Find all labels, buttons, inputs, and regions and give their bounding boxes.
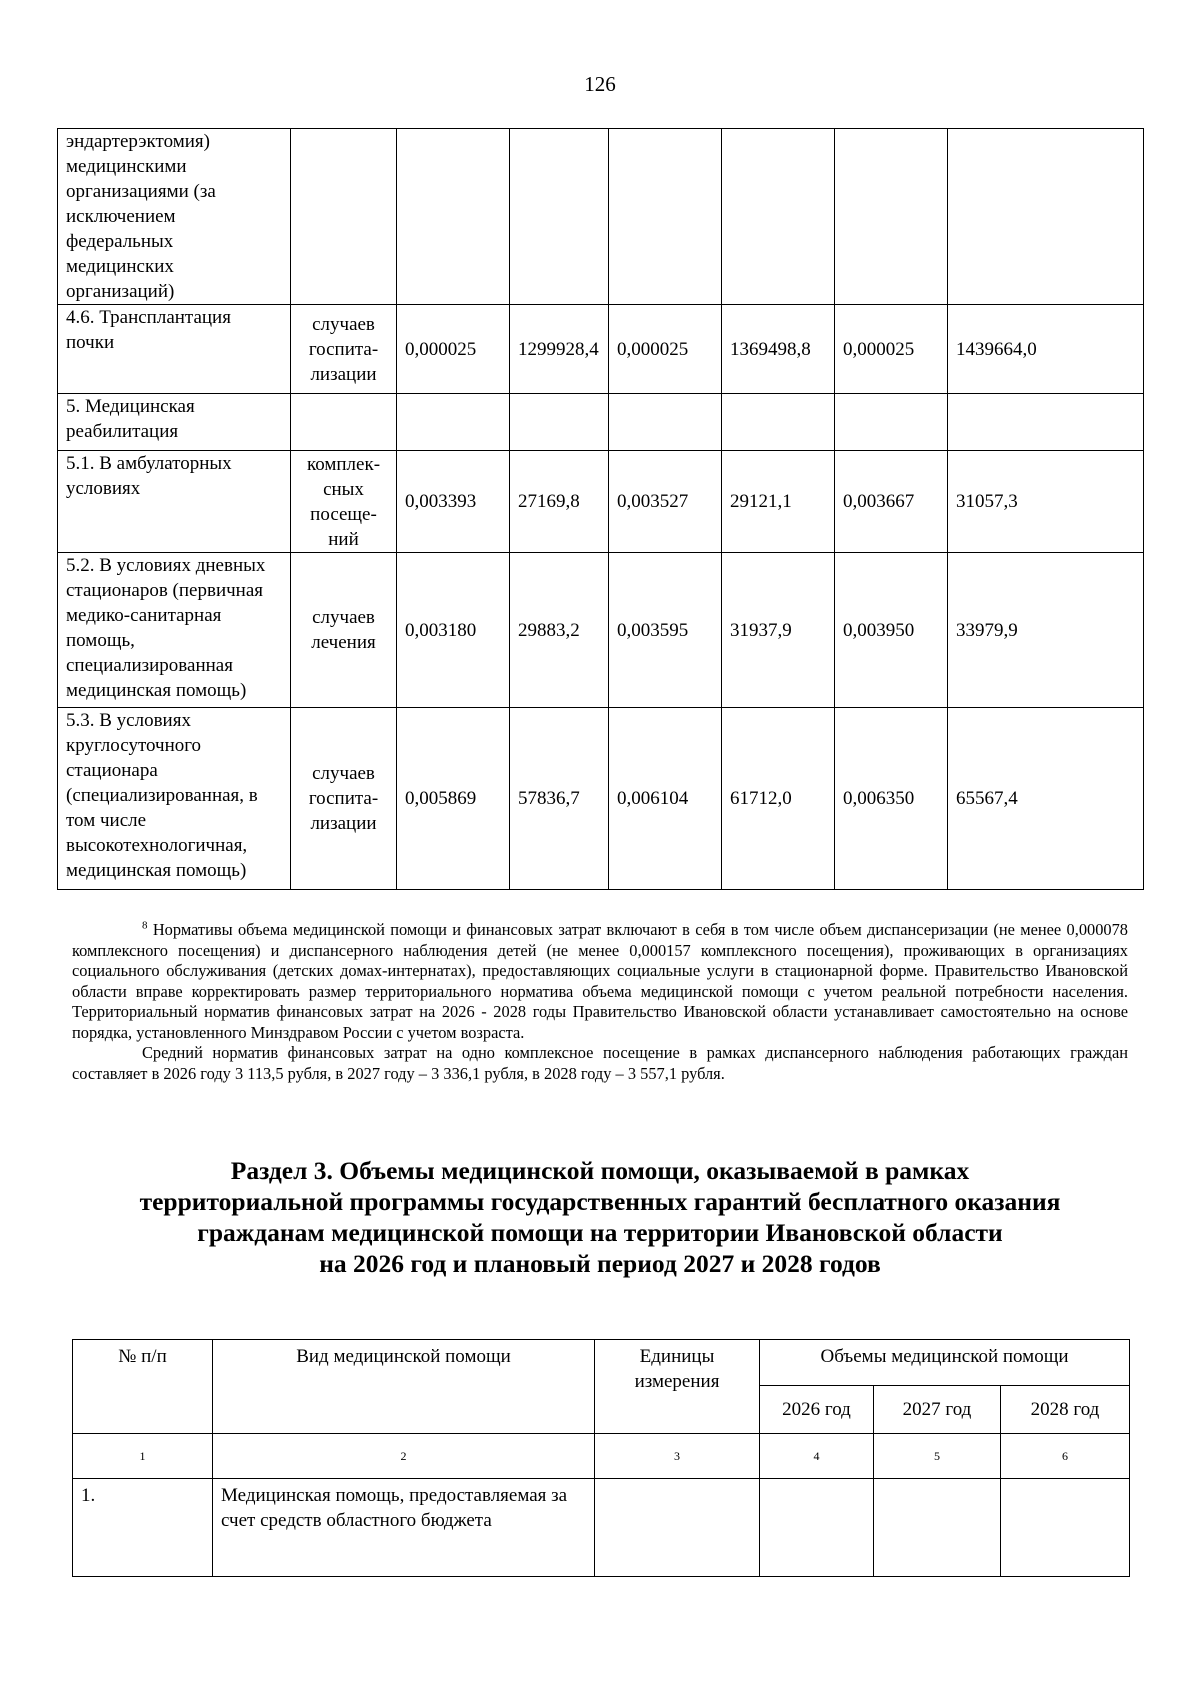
footnote-text: Нормативы объема медицинской помощи и финансовых затрат включают в себя в том числе объем диспансеризации (не менее 0,000078 комплексного посещения) и диспансерного наблюдения детей (не менее 0,000157 комплексного посещения), проживающих в организациях социального обслуживания (детских домах-интернатах), предоставляющих социальные услуги в стационарной форме. Правительство Ивановской области вправе корректировать размер территориального норматива объема медицинской помощи с учетом реальной потребности населения. Территориальный норматив финансовых затрат на 2026 - 2028 годы Правительство Ивановской области устанавливает самостоятельно на основе порядка, установленного Минздравом России с учетом возраста. <box>72 920 1128 1042</box>
column-index: 1 <box>73 1434 213 1479</box>
value-cell: 1299928,4 <box>510 305 609 394</box>
row-name-cell: 5.1. В амбулаторных условиях <box>58 451 291 553</box>
value-cell: 0,000025 <box>835 305 948 394</box>
unit-cell: случаев лечения <box>291 553 397 708</box>
header-year-2026: 2026 год <box>760 1386 874 1434</box>
value-cell: 0,003180 <box>397 553 510 708</box>
normatives-table <box>57 128 1144 890</box>
footnote-marker: 8 <box>142 919 148 932</box>
table-row <box>58 708 1144 890</box>
value-cell: 31057,3 <box>948 451 1144 553</box>
section-title-line: Раздел 3. Объемы медицинской помощи, оказываемой в рамках <box>230 1156 970 1185</box>
value-cell <box>397 129 510 305</box>
value-cell: 0,003667 <box>835 451 948 553</box>
value-cell: 27169,8 <box>510 451 609 553</box>
value-cell: 31937,9 <box>722 553 835 708</box>
table-row <box>58 451 1144 553</box>
value-cell <box>835 394 948 451</box>
value-cell <box>609 129 722 305</box>
value-cell: 65567,4 <box>948 708 1144 890</box>
value-cell: 0,000025 <box>609 305 722 394</box>
value-cell: 61712,0 <box>722 708 835 890</box>
table-row <box>58 305 1144 394</box>
value-cell <box>510 129 609 305</box>
column-index: 2 <box>213 1434 595 1479</box>
row-volume-2028 <box>1001 1479 1130 1577</box>
unit-cell: комплек-сных посеще-ний <box>291 451 397 553</box>
value-cell <box>397 394 510 451</box>
footnote-paragraph: Средний норматив финансовых затрат на одно комплексное посещение в рамках диспансерного наблюдения работающих граждан составляет в 2026 году 3 113,5 рубля, в 2027 году – 3 336,1 рубля, в 2028 году – 3 557,1 рубля. <box>72 1043 1128 1083</box>
footnote <box>72 920 1128 1084</box>
column-index: 3 <box>595 1434 760 1479</box>
column-index: 5 <box>874 1434 1001 1479</box>
page-number: 126 <box>584 72 616 96</box>
value-cell: 0,005869 <box>397 708 510 890</box>
section-title-line: гражданам медицинской помощи на территории Ивановской области <box>197 1218 1003 1247</box>
table-row <box>58 129 1144 305</box>
value-cell <box>948 394 1144 451</box>
row-name-cell: эндартерэктомия) медицинскими организациями (за исключением федеральных медицинских организаций) <box>58 129 291 305</box>
row-kind: Медицинская помощь, предоставляемая за счет средств областного бюджета <box>213 1479 595 1577</box>
row-name-cell: 5.3. В условиях круглосуточного стационара (специализированная, в том числе высокотехнологичная, медицинская помощь) <box>58 708 291 890</box>
value-cell: 0,003393 <box>397 451 510 553</box>
section-title <box>60 1155 1140 1279</box>
row-name-cell: 4.6. Трансплантация почки <box>58 305 291 394</box>
value-cell: 0,003595 <box>609 553 722 708</box>
value-cell: 1369498,8 <box>722 305 835 394</box>
unit-cell <box>291 129 397 305</box>
table-row <box>73 1479 1130 1577</box>
column-index: 6 <box>1001 1434 1130 1479</box>
value-cell: 57836,7 <box>510 708 609 890</box>
value-cell: 1439664,0 <box>948 305 1144 394</box>
value-cell <box>609 394 722 451</box>
value-cell: 33979,9 <box>948 553 1144 708</box>
row-name-cell: 5. Медицинская реабилитация <box>58 394 291 451</box>
value-cell: 29883,2 <box>510 553 609 708</box>
section-title-line: на 2026 год и плановый период 2027 и 2028 годов <box>319 1249 881 1278</box>
unit-cell <box>291 394 397 451</box>
value-cell: 0,003527 <box>609 451 722 553</box>
column-index: 4 <box>760 1434 874 1479</box>
value-cell: 0,000025 <box>397 305 510 394</box>
header-kind: Вид медицинской помощи <box>213 1340 595 1434</box>
footnote-paragraph <box>72 920 1128 1043</box>
value-cell <box>510 394 609 451</box>
row-unit <box>595 1479 760 1577</box>
value-cell: 0,003950 <box>835 553 948 708</box>
value-cell: 0,006104 <box>609 708 722 890</box>
value-cell: 29121,1 <box>722 451 835 553</box>
table-row <box>58 553 1144 708</box>
row-name-cell: 5.2. В условиях дневных стационаров (первичная медико-санитарная помощь, специализированная медицинская помощь) <box>58 553 291 708</box>
unit-cell: случаев госпита-лизации <box>291 305 397 394</box>
row-volume-2026 <box>760 1479 874 1577</box>
value-cell <box>835 129 948 305</box>
column-index-row <box>73 1434 1130 1479</box>
value-cell <box>948 129 1144 305</box>
header-volumes: Объемы медицинской помощи <box>760 1340 1130 1386</box>
value-cell: 0,006350 <box>835 708 948 890</box>
row-number: 1. <box>73 1479 213 1577</box>
value-cell <box>722 129 835 305</box>
table-row <box>58 394 1144 451</box>
row-volume-2027 <box>874 1479 1001 1577</box>
section-title-line: территориальной программы государственных гарантий бесплатного оказания <box>139 1187 1061 1216</box>
header-unit: Единицы измерения <box>595 1340 760 1434</box>
header-year-2028: 2028 год <box>1001 1386 1130 1434</box>
unit-cell: случаев госпита-лизации <box>291 708 397 890</box>
header-year-2027: 2027 год <box>874 1386 1001 1434</box>
header-number: № п/п <box>73 1340 213 1434</box>
volumes-table <box>72 1339 1130 1577</box>
value-cell <box>722 394 835 451</box>
